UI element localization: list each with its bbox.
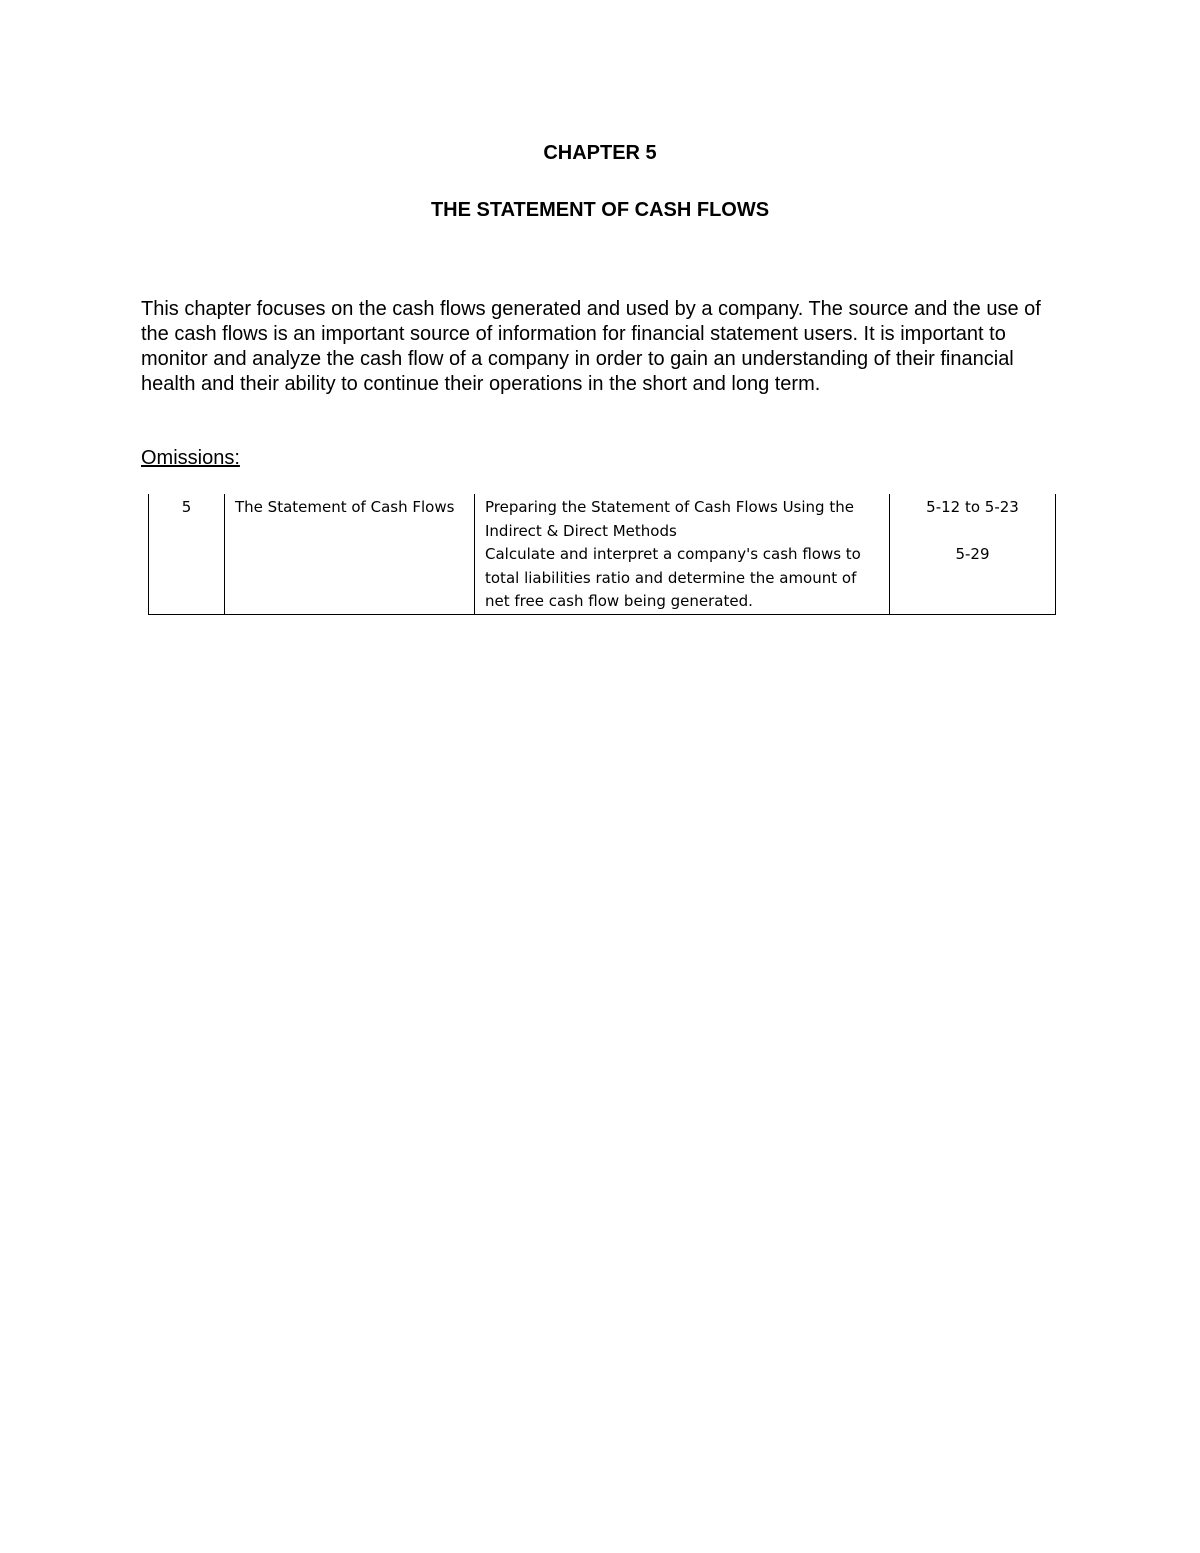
chapter-number-heading: CHAPTER 5: [543, 142, 657, 164]
chapter-number-cell: 5: [149, 494, 225, 614]
chapter-name-cell: The Statement of Cash Flows: [225, 494, 475, 614]
chapter-title-heading: THE STATEMENT OF CASH FLOWS: [430, 199, 770, 221]
intro-paragraph: This chapter focuses on the cash flows generated and used by a company. The source and the use of the cash flows is an important source of information for financial statement users. It is important to monitor and analyze the cash flow of a company in order to gain an understanding of their financial health and their ability to continue their operations in the short and long term.: [141, 298, 1041, 395]
topic-item: Preparing the Statement of Cash Flows Using the Indirect & Direct Methods: [485, 498, 854, 540]
topic-item: Calculate and interpret a company's cash flows to total liabilities ratio and determine the amount of net free cash flow being generated.: [485, 545, 861, 610]
omissions-label: Omissions:: [141, 447, 240, 469]
reference-item: 5-29: [955, 545, 990, 563]
table-row: [149, 494, 1056, 614]
topics-cell: [475, 494, 890, 614]
reference-item: 5-12 to 5-23: [926, 498, 1019, 516]
omissions-table: [148, 494, 1056, 615]
references-cell: [890, 494, 1056, 614]
